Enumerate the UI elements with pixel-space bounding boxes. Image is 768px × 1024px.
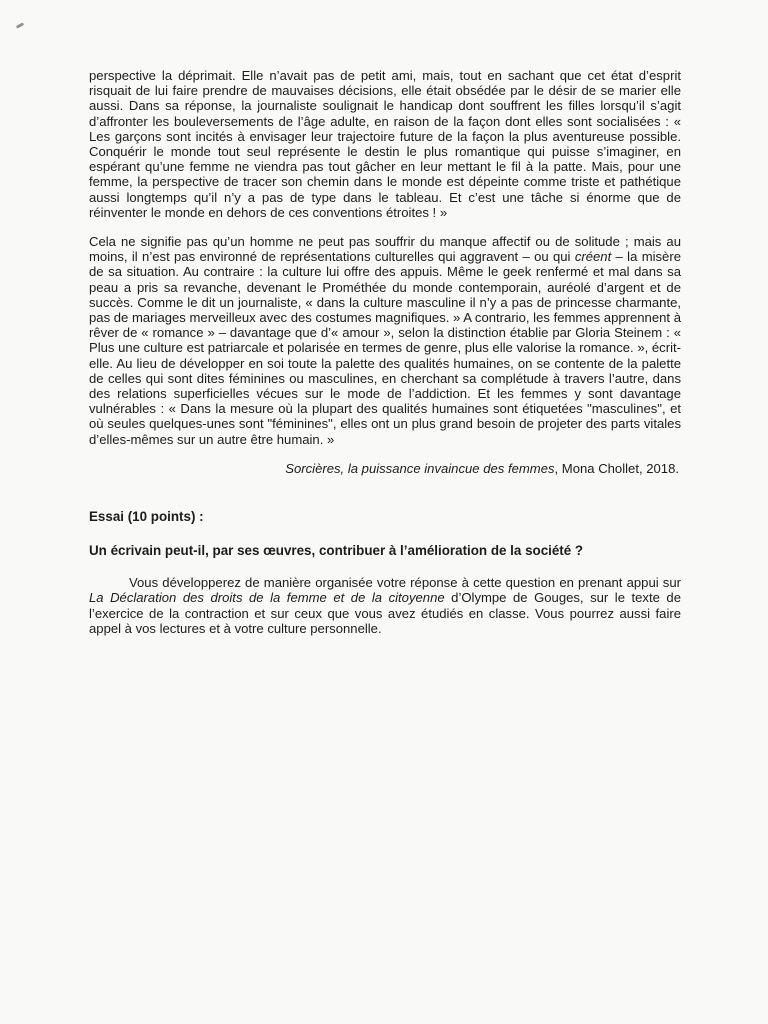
source-author-year: , Mona Chollet, 2018. [554, 460, 679, 476]
paragraph-2-text-a: Cela ne signifie pas qu’un homme ne peut pas souffrir du manque affectif ou de solitude ; mais au moins, il n’est pas environné de représentations culturelles qui aggravent – ou qui [89, 234, 681, 265]
scan-mark [16, 22, 24, 28]
essay-question: Un écrivain peut-il, par ses œuvres, contribuer à l’amélioration de la société ? [89, 542, 584, 558]
document-page [89, 68, 681, 637]
essay-instructions-text-a: Vous développerez de manière organisée votre réponse à cette question en prenant appui sur [129, 574, 681, 590]
essay-instructions-text-b: d’Olympe de Gouges, sur le texte de l’exercice de la contraction et sur ceux que vous avez étudiés en classe. Vous pourrez aussi faire appel à vos lectures et à votre culture personnelle. [89, 590, 681, 637]
essay-heading: Essai (10 points) : [89, 508, 204, 524]
paragraph-2 [89, 234, 681, 447]
essay-instructions [89, 575, 681, 637]
source-book-title: Sorcières, la puissance invaincue des femmes [285, 460, 555, 476]
paragraph-2-emphasis: créent [574, 249, 612, 265]
source-citation [89, 461, 681, 477]
essay-instructions-work-title: La Déclaration des droits de la femme et de la citoyenne [89, 590, 445, 606]
paragraph-2-text-b: – la misère de sa situation. Au contraire : la culture lui offre des appuis. Même le geek renfermé et mal dans sa peau a pris sa revanche, devenant le Prométhée du monde contemporain, auréolé d’argent et de succès. Comme le dit un journaliste, « dans la culture masculine il n’y a pas de princesse charmante, pas de mariages merveilleux avec des costumes magnifiques. » A contrario, les femmes apprennent à rêver de « romance » – davantage que d’« amour », selon la distinction établie par Gloria Steinem : « Plus une culture est patriarcale et polarisée en termes de genre, plus elle valorise la romance. », écrit-elle. Au lieu de développer en soi toute la palette des qualités humaines, on se contente de la palette de celles qui sont dites féminines ou masculines, en cherchant sa complétude à travers l’autre, dans des relations superficielles vécues sur le mode de l’addiction. Et les femmes y sont davantage vulnérables : « Dans la mesure où la plupart des qualités humaines sont étiquetées "masculines", et où seules quelques-unes sont "féminines", elles ont un plus grand besoin de projeter des parts vitales d’elles-mêmes sur un autre être humain. » [89, 249, 681, 447]
paragraph-1: perspective la déprimait. Elle n’avait pas de petit ami, mais, tout en sachant que cet état d’esprit risquait de lui faire prendre de mauvaises décisions, elle était obsédée par le désir de se marier elle aussi. Dans sa réponse, la journaliste soulignait le handicap dont souffrent les filles lorsqu’il s’agit d’affronter les bouleversements de l’âge adulte, en raison de la façon dont elles sont socialisées : « Les garçons sont incités à envisager leur trajectoire future de la façon la plus aventureuse possible. Conquérir le monde tout seul représente le destin le plus romantique qui puisse s’imaginer, en espérant qu’une femme ne viendra pas tout gâcher en leur mettant le fil à la patte. Mais, pour une femme, la perspective de tracer son chemin dans le monde est dépeinte comme triste et pathétique aussi longtemps qu’il n’y a pas de type dans le tableau. Et c’est une tâche si énorme que de réinventer le monde en dehors de ces conventions étroites ! » [89, 68, 681, 220]
